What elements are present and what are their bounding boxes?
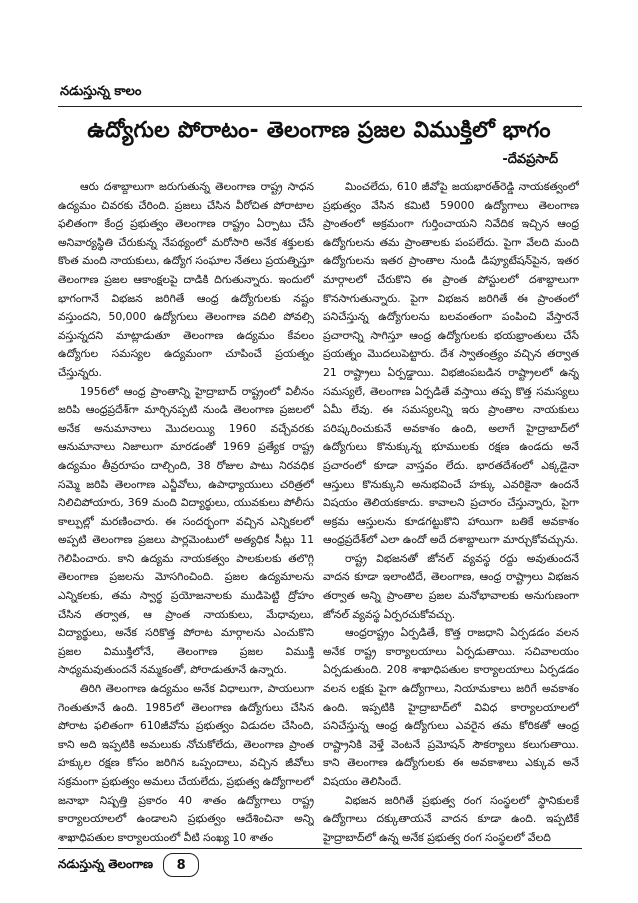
left-paragraph-3: తిరిగి తెలంగాణ ఉద్యమం అనేక విధాలుగా, పాయలుగా గెంతుతూనే ఉంది. 1985లో తెలంగాణ ఉద్యోగులు చేసిన పోరాట ఫలితంగా 610జీవోను ప్రభుత్వం విడుదల చేసింది, కాని అది ఇప్పటికి అమలుకు నోచుకోలేదు, తెలంగాణ ప్రాంత హక్కుల రక్షణ కోసం జరిగిన ఒప్పందాలు, వచ్చిన జీవోలు సక్రమంగా ప్రభుత్వం అమలు చేయలేదు, ప్రభుత్వ ఉద్యోగాలలో జనాభా నిష్పత్తి ప్రకారం 40 శాతం ఉద్యోగాలు రాష్ట్ర కార్యాలయాలలో ఉండాలని ప్రభుత్వం ఆదేశించినా అన్ని శాఖాధిపతుల కార్యాలయంలో వీటి సంఖ్య 10 శాతం bbox=[58, 682, 314, 844]
section-label: నడుస్తున్న కాలం bbox=[60, 84, 142, 99]
article-byline: -దేవప్రసాద్ bbox=[502, 152, 558, 167]
left-paragraph-1: ఆరు దశాబ్దాలుగా జరుగుతున్న తెలంగాణ రాష్ట్ర సాధన ఉద్యమం చివరకు చేరింది. ప్రజలు చేసిన వీరోచిత పోరాటాల ఫలితంగా కేంద్ర ప్రభుత్వం తెలంగాణ రాష్ట్రం ఏర్పాటు చేసే అనివార్యస్థితి చేరుకున్న నేపథ్యంలో మరోసారి అనేక శక్తులకు కొంత మంది నాయకులు, ఉద్యోగ సంఘాల నేతలు ప్రయత్నిస్తూ తెలంగాణ ప్రజల ఆకాంక్షలపై దాడికి దిగుతున్నారు. ఇందులో భాగంగానే విభజన జరిగితే ఆంధ్ర ఉద్యోగులకు నష్టం వస్తుందని, 50,000 ఉద్యోగులు తెలంగాణ వదిలి పోవల్సి వస్తున్నదని మాట్లాడుతూ తెలంగాణ ఉద్యమం కేవలం ఉద్యోగుల సమస్యల ఉద్యమంగా చూపించే ప్రయత్నం చేస్తున్నరు. bbox=[58, 180, 314, 379]
right-paragraph-4: విభజన జరిగితే ప్రభుత్వ రంగ సంస్థలలో స్థానికులకే ఉద్యోగాలు దక్కుతాయనే వాదన కూడా ఉంది. ఇప్పటికే హైద్రాబాద్‌లో ఉన్న అనేక ప్రభుత్వ రంగ సంస్థలలో వేలది bbox=[323, 793, 579, 844]
top-rule bbox=[58, 106, 582, 107]
page-number-badge: 8 bbox=[163, 853, 199, 877]
right-column bbox=[323, 178, 579, 846]
left-paragraph-2: 1956లో ఆంధ్ర ప్రాంతాన్ని హైద్రాబాద్ రాష్ట్రంలో విలీనం జరిపి ఆంధ్రప్రదేశ్‌గా మార్చినప్పటి నుండి తెలంగాణ ప్రజలలో అనేక అనుమానాలు మొదలయ్యి 1960 వచ్చేవరకు ఆనుమానాలు నిజాలుగా మారడంతో 1969 ప్రత్యేక రాష్ట్ర ఉద్యమం తీవ్రరూపం దాల్చింది, 38 రోజుల పాటు నిరవధిక సమ్మె జరిపి తెలంగాణ ఎన్జీవోలు, ఉపాధ్యాయులు చరిత్రలో నిలిచిపోయారు, 369 మంది విద్యార్థులు, యువకులు పోలీసు కాల్పుల్లో మరణించారు. ఈ సందర్భంగా వచ్చిన ఎన్నికలలో అప్పటి తెలంగాణ ప్రజలు పార్లమెంటులో అత్యధిక సీట్లు 11 గెలిపించారు. కాని ఉద్యమ నాయకత్వం పాలకులకు తలొగ్గి తెలంగాణ ప్రజలను మోసగించింది. ప్రజల ఉద్యమాలను ఎన్నికలకు, తమ స్వార్థ ప్రయోజనాలకు ముడిపెట్టి ద్రోహం చేసిన తర్వాత, ఆ ప్రాంత నాయకులు, మేధావులు, విద్యార్థులు, అనేక సరికొత్త పోరాట మార్గాలను ఎంచుకొని ప్రజల విముక్తిలోనే, తెలంగాణ ప్రజల విముక్తి సాధ్యమవుతుందనే నమ్మకంతో, పోరాడుతూనే ఉన్నారు. bbox=[58, 384, 314, 677]
bottom-rule bbox=[58, 848, 582, 849]
page-footer bbox=[58, 853, 199, 877]
right-paragraph-3: ఆంధ్రరాష్ట్రం ఏర్పడితే, కొత్త రాజధాని ఏర్పడడం వలన అనేక రాష్ట్ర కార్యాలయాలు ఏర్పడుతాయి. సచివాలయం ఏర్పడుతుంది. 208 శాఖాధిపతుల కార్యాలయాలు ఏర్పడడం వలన లక్షకు పైగా ఉద్యోగాలు, నియామకాలు జరిగే అవకాశం ఉంది. ఇప్పటికి హైద్రాబాద్‌లో వివిధ కార్యాలయాలలో పనిచేస్తున్న ఆంధ్ర ఉద్యోగులు ఎవరైన తమ కోరికతో ఆంధ్ర రాష్ట్రానికి వెళ్తే వెంటనే ప్రమోషన్ సౌకర్యాలు కలుగుతాయి. కాని తెలంగాణ ఉద్యోగులకు ఈ అవకాశాలు ఎక్కువ అనే విషయం తెలిసిందే. bbox=[323, 626, 579, 788]
right-paragraph-2: రాష్ట్ర విభజనతో జోనల్ వ్యవస్థ రద్దు అవుతుందనే వాదన కూడా ఇలాంటిదే, తెలంగాణ, ఆంధ్ర రాష్ట్రాలు విభజన తర్వాత అన్ని ప్రాంతాల ప్రజల మనోభావాలకు అనుగుణంగా జోనల్ వ్యవస్థ ఏర్పరచుకోవచ్చు. bbox=[323, 551, 579, 621]
article-headline: ఉద్యోగుల పోరాటం- తెలంగాణ ప్రజల విముక్తిలో భాగం bbox=[87, 118, 551, 143]
left-column bbox=[58, 178, 314, 846]
right-paragraph-1: మించలేదు, 610 జీవోపై జయభారత్‌రెడ్డి నాయకత్వంలో ప్రభుత్వం వేసిన కమిటి 59000 ఉద్యోగాలు తెలంగాణ ప్రాంతంలో అక్రమంగా గుర్తించాయని నివేదిక ఇచ్చిన ఆంధ్ర ఉద్యోగులను తమ ప్రాంతాలకు పంపలేదు. పైగా వేలది మంది ఉద్యోగులను ఇతర ప్రాంతాల నుండి డిప్యూటేషన్‌పైన, ఇతర మార్గాలలో చేరుకొని ఈ ప్రాంత పోస్టులలో దశాబ్దాలుగా కొనసాగుతున్నారు. పైగా విభజన జరిగితే ఈ ప్రాంతంలో పనిచేస్తున్న ఉద్యోగులను బలవంతంగా పంపించి వేస్తారనే ప్రచారాన్ని సాగిస్తూ ఆంధ్ర ఉద్యోగులకు భయభ్రాంతులు చేసే ప్రయత్నం మొదలుపెట్టారు. దేశ స్వాతంత్ర్యం వచ్చిన తర్వాత 21 రాష్ట్రాలు ఏర్పడ్డాయి. విభజింపబడిన రాష్ట్రాలలో ఉన్న సమస్యలే, తెలంగాణ ఏర్పడితే వస్తాయి తప్ప కొత్త సమస్యలు ఏమీ లేవు. ఈ సమస్యలన్ని ఇరు ప్రాంతాల నాయకులు పరిష్కరించుకునే అవకాశం ఉంది, అలాగే హైద్రాబాద్‌లో ఉద్యోగులు కొనుక్కున్న భూములకు రక్షణ ఉండదు అనే ప్రచారంలో కూడా వాస్తవం లేదు. భారతదేశంలో ఎక్కడైనా ఆస్తులు కొనుక్కుని అనుభవించే హక్కు ఎవరికైనా ఉందనే విషయం తెలియకకాదు. కావాలని ప్రచారం చేస్తున్నారు, పైగా అక్రమ ఆస్తులను కూడగట్టుకొని హాయిగా బతికే అవకాశం ఆంధ్రప్రదేశ్‌లో ఎలా ఉందో అదే దశాబ్దాలుగా మార్చుకోవచ్చును. bbox=[323, 180, 579, 547]
magazine-label: నడుస్తున్న తెలంగాణ bbox=[58, 856, 154, 871]
